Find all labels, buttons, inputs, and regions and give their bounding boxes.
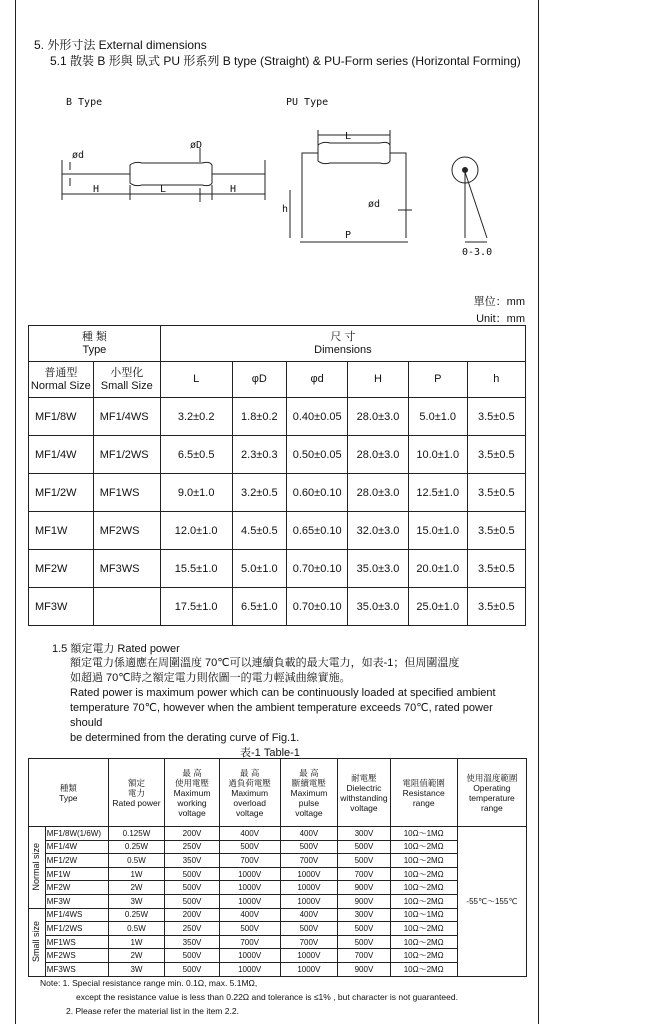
table-cell: 0.65±0.10 <box>287 512 348 550</box>
table-cell: MF1/2WS <box>93 436 160 474</box>
table-cell: 0.60±0.10 <box>287 474 348 512</box>
table-row <box>29 840 527 854</box>
col-header: h <box>467 362 525 398</box>
table-cell: 500V <box>338 840 390 854</box>
table-cell: 3.5±0.5 <box>467 512 525 550</box>
table-cell: 3W <box>108 894 165 908</box>
table-cell: 1W <box>108 867 165 881</box>
table-cell: 10Ω～2MΩ <box>390 962 457 976</box>
table-row <box>29 398 526 436</box>
t1-pulse-header: 最 高 斷續電壓 Maximum pulse voltage <box>280 759 338 827</box>
page-border-right <box>538 0 539 1024</box>
table-cell: 700V <box>219 935 280 949</box>
table-cell: MF2W <box>45 881 108 895</box>
table-cell: 200V <box>165 908 220 922</box>
table-cell: 0.25W <box>108 840 165 854</box>
table-cell: 20.0±1.0 <box>408 550 467 588</box>
table-cell: MF1/8W <box>29 398 94 436</box>
col-header: P <box>408 362 467 398</box>
table-cell: 0.125W <box>108 827 165 841</box>
table-cell: 500V <box>338 922 390 936</box>
table-cell: 0.70±0.10 <box>287 588 348 626</box>
section-1-5-title: 1.5 額定電力 Rated power <box>52 643 180 655</box>
rated-power-paragraph: 額定電力係適應在周圍溫度 70℃可以連續負載的最大電力，如表-1；但周圍溫度 如超過 70℃時之額定電力則依圖一的電力輕減曲線實施。 Rated power is maximum power which can be continuously loaded at specified ambient temperature 70℃, however when the ambient temperature exceeds 70℃, rated power should be determined from the derating curve of Fig.1. <box>70 657 496 744</box>
table-cell: 5.0±1.0 <box>408 398 467 436</box>
pu-type-label: PU Type <box>286 97 329 108</box>
table-cell: 1000V <box>280 894 338 908</box>
table-cell: 500V <box>280 922 338 936</box>
table-cell: MF1/4WS <box>45 908 108 922</box>
pu-phi-d-label: ød <box>368 199 381 210</box>
table-cell: 10Ω～2MΩ <box>390 881 457 895</box>
table-cell: MF3WS <box>93 550 160 588</box>
rated-power-table <box>28 758 527 977</box>
table-cell: 350V <box>165 935 220 949</box>
col-header: φd <box>287 362 348 398</box>
unit-zh: 單位：mm <box>473 296 525 308</box>
b-H-right-label: H <box>230 184 237 195</box>
table-cell: 3.5±0.5 <box>467 436 525 474</box>
table-cell: 2.3±0.3 <box>232 436 287 474</box>
table-cell: 3.5±0.5 <box>467 474 525 512</box>
page-border-left <box>15 0 16 1024</box>
table-cell: 0.5W <box>108 854 165 868</box>
table-cell: 900V <box>338 881 390 895</box>
table-cell: 700V <box>219 854 280 868</box>
table-cell: 10Ω～2MΩ <box>390 949 457 963</box>
table-cell: 17.5±1.0 <box>160 588 232 626</box>
note-line-2: except the resistance value is less than 0.22Ω and tolerance is ≤1% , but character is not guaranteed. <box>76 992 458 1002</box>
table-cell: 250V <box>165 840 220 854</box>
table-cell: 10Ω～1MΩ <box>390 827 457 841</box>
table-cell: 1000V <box>219 962 280 976</box>
table-row <box>29 867 527 881</box>
pu-lead-left <box>302 153 318 238</box>
table-cell: 32.0±3.0 <box>348 512 409 550</box>
table-cell: MF2WS <box>45 949 108 963</box>
table-cell: 1000V <box>280 949 338 963</box>
table-row <box>29 550 526 588</box>
table-row <box>29 827 527 841</box>
table-row <box>29 935 527 949</box>
table-row <box>29 922 527 936</box>
table-cell: 400V <box>280 908 338 922</box>
section-5-title: 5. 外形寸法 External dimensions <box>34 38 207 52</box>
table-cell: 10Ω～2MΩ <box>390 922 457 936</box>
table-cell: MF1/4WS <box>93 398 160 436</box>
table-cell: 1000V <box>219 867 280 881</box>
table-cell: 500V <box>165 881 220 895</box>
table-cell: 300V <box>338 827 390 841</box>
offset-label: 0-3.0 <box>462 247 493 258</box>
table-cell: MF1/2WS <box>45 922 108 936</box>
table-cell: 28.0±3.0 <box>348 474 409 512</box>
table-cell: 28.0±3.0 <box>348 398 409 436</box>
note-line-1: Note: 1. Special resistance range min. 0.1Ω, max. 5.1MΩ, <box>40 978 258 988</box>
size-group-label: Normal size <box>29 827 46 909</box>
table-cell: 15.0±1.0 <box>408 512 467 550</box>
table-cell: MF1W <box>29 512 94 550</box>
table-cell: MF1/8W(1/6W) <box>45 827 108 841</box>
table-cell: 10Ω～2MΩ <box>390 840 457 854</box>
table-cell: 700V <box>338 949 390 963</box>
dimensions-table <box>28 325 526 626</box>
table-cell: 900V <box>338 962 390 976</box>
col-header: φD <box>232 362 287 398</box>
table-cell: 10.0±1.0 <box>408 436 467 474</box>
table-cell: 28.0±3.0 <box>348 436 409 474</box>
table-cell: 25.0±1.0 <box>408 588 467 626</box>
pu-resistor-body <box>318 142 390 163</box>
table-row <box>29 436 526 474</box>
table-row <box>29 854 527 868</box>
table-cell: 1000V <box>280 881 338 895</box>
table-cell: 2W <box>108 881 165 895</box>
t1-type-header: 種類 Type <box>29 759 109 827</box>
table-1-caption: 表-1 Table-1 <box>240 747 300 759</box>
table-cell: 200V <box>165 827 220 841</box>
dimensions-header: 尺 寸 Dimensions <box>160 326 525 362</box>
table-cell: 1000V <box>219 949 280 963</box>
normal-size-header: 普通型 Normal Size <box>29 362 94 398</box>
table-cell: 10Ω～2MΩ <box>390 935 457 949</box>
table-row <box>29 949 527 963</box>
table-cell: MF2W <box>29 550 94 588</box>
pu-P-label: P <box>345 230 352 241</box>
table-cell: 1000V <box>219 881 280 895</box>
unit-en: Unit：mm <box>476 313 525 325</box>
table-cell: 0.5W <box>108 922 165 936</box>
table-cell: MF1/4W <box>45 840 108 854</box>
t1-resistance-header: 電阻值範圍 Resistance range <box>390 759 457 827</box>
col-header: L <box>160 362 232 398</box>
table-cell: MF3W <box>29 588 94 626</box>
operating-temp-range: -55℃～155℃ <box>457 827 526 977</box>
b-phi-d-label: ød <box>72 150 85 161</box>
table-cell: 700V <box>280 935 338 949</box>
table-cell: MF3WS <box>45 962 108 976</box>
table-cell: 500V <box>165 962 220 976</box>
table-row <box>29 474 526 512</box>
table-cell: 250V <box>165 922 220 936</box>
table-cell: 12.5±1.0 <box>408 474 467 512</box>
table-cell: MF1/4W <box>29 436 94 474</box>
table-cell: 35.0±3.0 <box>348 550 409 588</box>
table-cell: 3W <box>108 962 165 976</box>
table-cell: MF1WS <box>45 935 108 949</box>
table-cell: 400V <box>280 827 338 841</box>
table-cell: 500V <box>219 840 280 854</box>
table-cell: MF1/2W <box>45 854 108 868</box>
table-cell: 1000V <box>219 894 280 908</box>
b-L-label: L <box>160 184 167 195</box>
table-cell: 3.5±0.5 <box>467 398 525 436</box>
t1-working-header: 最 高 使用電壓 Maximum working voltage <box>165 759 220 827</box>
table-cell: 3.5±0.5 <box>467 550 525 588</box>
table-cell: 0.40±0.05 <box>287 398 348 436</box>
pu-L-label: L <box>345 131 352 142</box>
table-cell: MF1W <box>45 867 108 881</box>
small-size-header: 小型化 Small Size <box>93 362 160 398</box>
table-cell: 10Ω～2MΩ <box>390 894 457 908</box>
t1-temp-header: 使用溫度範圍 Operating temperature range <box>457 759 526 827</box>
b-phi-D-label: øD <box>190 140 203 151</box>
note-line-3: 2. Please refer the material list in the item 2.2. <box>66 1006 239 1016</box>
table-cell: 3.5±0.5 <box>467 588 525 626</box>
table-row <box>29 908 527 922</box>
table-cell: 10Ω～2MΩ <box>390 867 457 881</box>
table-cell: 0.25W <box>108 908 165 922</box>
table-cell: 1W <box>108 935 165 949</box>
table-cell: 10Ω～1MΩ <box>390 908 457 922</box>
table-cell: 4.5±0.5 <box>232 512 287 550</box>
t1-dielectric-header: 耐電壓 Dielectric withstanding voltage <box>338 759 390 827</box>
table-row <box>29 962 527 976</box>
table-cell: 350V <box>165 854 220 868</box>
table-row <box>29 588 526 626</box>
t1-overload-header: 最 高 過負荷電壓 Maximum overload voltage <box>219 759 280 827</box>
table-cell: 500V <box>338 935 390 949</box>
table-cell: 700V <box>280 854 338 868</box>
table-cell: 6.5±0.5 <box>160 436 232 474</box>
table-cell: 0.70±0.10 <box>287 550 348 588</box>
table-cell: 5.0±1.0 <box>232 550 287 588</box>
table-cell: 3.2±0.5 <box>232 474 287 512</box>
pu-lead-right <box>390 153 406 238</box>
t1-rated-header: 額定 電力 Rated power <box>108 759 165 827</box>
table-cell: 400V <box>219 908 280 922</box>
dimension-drawing <box>40 110 510 270</box>
table-cell: MF1/2W <box>29 474 94 512</box>
table-cell: 2W <box>108 949 165 963</box>
table-cell: 900V <box>338 894 390 908</box>
table-cell: MF3W <box>45 894 108 908</box>
table-cell: 700V <box>338 867 390 881</box>
table-cell: 500V <box>280 840 338 854</box>
table-cell: 15.5±1.0 <box>160 550 232 588</box>
table-cell: 300V <box>338 908 390 922</box>
table-cell: 400V <box>219 827 280 841</box>
table-cell: 500V <box>165 867 220 881</box>
table-cell: 500V <box>219 922 280 936</box>
table-cell: 12.0±1.0 <box>160 512 232 550</box>
table-cell: 500V <box>165 949 220 963</box>
table-cell: 1.8±0.2 <box>232 398 287 436</box>
table-cell: 10Ω～2MΩ <box>390 854 457 868</box>
table-cell: 1000V <box>280 867 338 881</box>
table-cell: 3.2±0.2 <box>160 398 232 436</box>
table-cell: MF2WS <box>93 512 160 550</box>
table-cell: 9.0±1.0 <box>160 474 232 512</box>
table-row <box>29 894 527 908</box>
table-row <box>29 512 526 550</box>
col-header: H <box>348 362 409 398</box>
table-cell <box>93 588 160 626</box>
type-header: 種 類 Type <box>29 326 161 362</box>
table-cell: 6.5±1.0 <box>232 588 287 626</box>
size-group-label: Small size <box>29 908 46 976</box>
table-cell: 1000V <box>280 962 338 976</box>
table-cell: 500V <box>338 854 390 868</box>
table-cell: 500V <box>165 894 220 908</box>
table-row <box>29 881 527 895</box>
b-H-left-label: H <box>93 184 100 195</box>
b-type-label: B Type <box>66 97 103 108</box>
section-5-1-subtitle: 5.1 散裝 B 形與 臥式 PU 形系列 B type (Straight) & PU-Form series (Horizontal Forming) <box>50 54 521 68</box>
b-resistor-body <box>130 162 212 185</box>
pu-h-label: h <box>282 204 289 215</box>
table-cell: MF1WS <box>93 474 160 512</box>
table-cell: 35.0±3.0 <box>348 588 409 626</box>
table-cell: 0.50±0.05 <box>287 436 348 474</box>
